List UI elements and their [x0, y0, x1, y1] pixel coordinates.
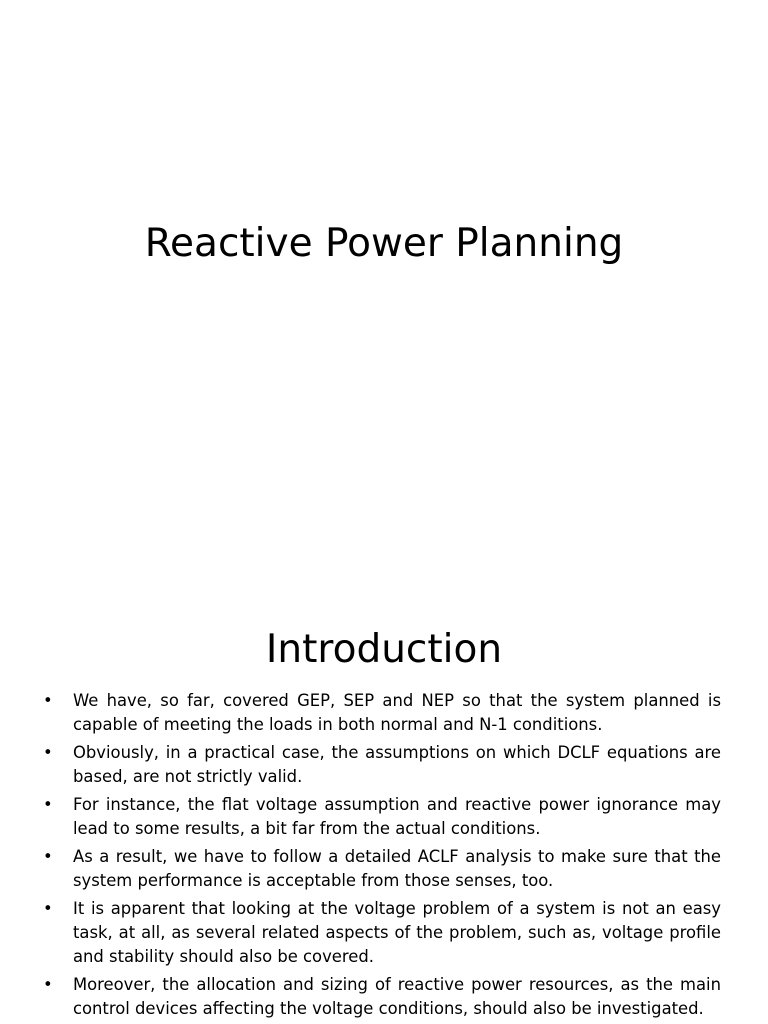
bullet-dot-icon: •: [43, 975, 53, 994]
bullet-dot-icon: •: [43, 899, 53, 918]
bullet-text: For instance, the flat voltage assumption and reactive power ignorance may lead to some results, a bit far from the actual conditions.: [73, 795, 721, 838]
bullet-dot-icon: •: [43, 847, 53, 866]
slide-introduction: [0, 576, 768, 1024]
bullet-item: [40, 793, 721, 841]
bullet-item: [40, 973, 721, 1021]
slide-heading: Introduction: [265, 627, 503, 672]
bullet-dot-icon: •: [43, 743, 53, 762]
bullet-item: [40, 689, 721, 737]
bullet-item: [40, 741, 721, 789]
slide-title: Reactive Power Planning: [144, 221, 624, 266]
bullet-text: Moreover, the allocation and sizing of reactive power resources, as the main control devices affecting the voltage conditions, should also be investigated.: [73, 975, 721, 1018]
bullet-text: Obviously, in a practical case, the assumptions on which DCLF equations are based, are not strictly valid.: [73, 743, 721, 786]
bullet-dot-icon: •: [43, 795, 53, 814]
bullet-item: [40, 845, 721, 893]
bullet-item: [40, 897, 721, 969]
bullet-list: [40, 689, 721, 1024]
bullet-text: As a result, we have to follow a detailed ACLF analysis to make sure that the system performance is acceptable from those senses, too.: [73, 847, 721, 890]
bullet-text: It is apparent that looking at the voltage problem of a system is not an easy task, at all, as several related aspects of the problem, such as, voltage profile and stability should also be covered.: [73, 899, 721, 966]
bullet-dot-icon: •: [43, 691, 53, 710]
bullet-text: We have, so far, covered GEP, SEP and NEP so that the system planned is capable of meeting the loads in both normal and N-1 conditions.: [73, 691, 721, 734]
